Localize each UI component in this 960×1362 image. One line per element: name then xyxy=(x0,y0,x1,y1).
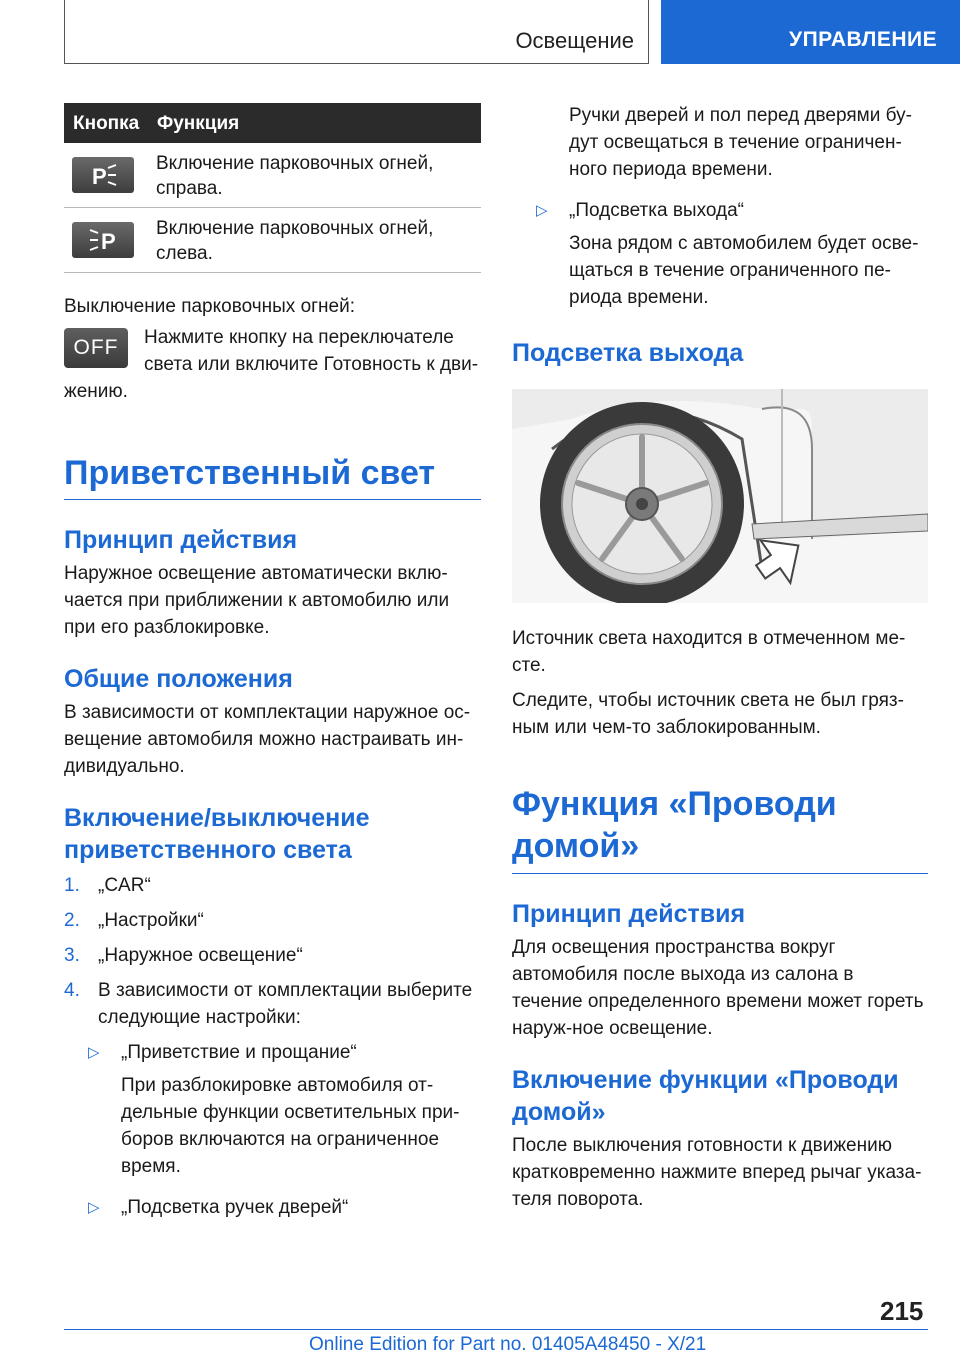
list-item: 4. В зависимости от комплектации выберите следующие настройки: xyxy=(64,980,473,1028)
wheel-illustration xyxy=(512,389,928,603)
steps-list xyxy=(64,872,481,1031)
parking-light-right-icon xyxy=(72,157,134,193)
bullet-triangle-icon: ▷ xyxy=(88,1199,100,1216)
list-item: 3. „Наружное освещение“ xyxy=(64,945,303,966)
exit-light-text2: Следите, чтобы источник света не был гряз-ным или чем-то заблокированным. xyxy=(512,690,904,738)
off-button-icon: OFF xyxy=(64,328,128,368)
welcome-principle-title: Принцип действия xyxy=(64,526,298,554)
option-desc: При разблокировке автомобиля от-дельные функции осветительных при-боров включаются на ограниченное время. xyxy=(121,1075,460,1177)
follow-me-home-title: Функция «Проводи домой» xyxy=(512,783,928,874)
parking-off-block xyxy=(64,328,481,412)
parking-off-line1: Нажмите кнопку на переключателе xyxy=(144,327,454,348)
footer-edition: Online Edition for Part no. 01405A48450 - X/21 xyxy=(309,1334,707,1355)
table-row xyxy=(64,143,481,208)
parking-off-line3: жению. xyxy=(64,381,128,402)
follow-enable-text: После выключения готовности к движению кратковременно нажмите вперед рычаг указа-теля поворота. xyxy=(512,1135,922,1210)
welcome-toggle-title: Включение/выключение приветственного света xyxy=(64,804,370,864)
left-column xyxy=(64,103,481,1221)
follow-principle-text: Для освещения пространства вокруг автомобиля после выхода из салона в течение определенного времени может гореть наруж-ное освещение. xyxy=(512,937,924,1039)
option-item: ▷ „Подсветка выхода“ xyxy=(512,197,928,224)
list-item: 2. „Настройки“ xyxy=(64,910,204,931)
parking-off-label: Выключение парковочных огней: xyxy=(64,296,356,317)
table-col-function: Функция xyxy=(157,113,240,134)
page-number: 215 xyxy=(880,1296,924,1326)
svg-text:P: P xyxy=(92,164,107,189)
header-chapter-box xyxy=(661,0,960,64)
parking-off-line2: света или включите Готовность к дви- xyxy=(144,354,479,375)
table-col-button: Кнопка xyxy=(73,113,140,134)
welcome-principle-text: Наружное освещение автоматически вклю-чается при приближении к автомобилю или при его разблокировке. xyxy=(64,563,450,638)
table-row-function: Включение парковочных огней, слева. xyxy=(156,218,434,264)
header-chapter-title: УПРАВЛЕНИЕ xyxy=(789,28,938,51)
list-item: 1. „CAR“ xyxy=(64,875,151,896)
footer-divider xyxy=(64,1329,928,1330)
exit-light-title: Подсветка выхода xyxy=(512,339,744,367)
option-item: ▷ „Приветствие и прощание“ xyxy=(64,1039,481,1066)
welcome-general-text: В зависимости от комплектации наружное ос-вещение автомобиля можно настраивать ин-дивидуально. xyxy=(64,702,471,777)
follow-principle-title: Принцип действия xyxy=(512,900,746,928)
svg-text:P: P xyxy=(101,229,116,254)
table-row-function: Включение парковочных огней, справа. xyxy=(156,153,434,199)
option-desc: Ручки дверей и пол перед дверями бу-дут освещаться в течение ограничен-ного периода времени. xyxy=(569,105,912,180)
follow-enable-title: Включение функции «Проводи домой» xyxy=(512,1066,899,1126)
table-row xyxy=(64,208,481,273)
option-item: ▷ „Подсветка ручек дверей“ xyxy=(64,1194,481,1221)
welcome-general-title: Общие положения xyxy=(64,665,293,693)
header-section-title: Освещение xyxy=(515,28,634,53)
welcome-light-title: Приветственный свет xyxy=(64,454,481,500)
parking-light-left-icon xyxy=(72,222,134,258)
bullet-triangle-icon: ▷ xyxy=(88,1044,100,1061)
header-section-box xyxy=(64,0,649,64)
exit-light-text1: Источник света находится в отмеченном ме-сте. xyxy=(512,628,906,676)
bullet-triangle-icon: ▷ xyxy=(536,202,548,219)
table-header xyxy=(64,103,481,143)
right-column xyxy=(512,100,928,1213)
option-desc: Зона рядом с автомобилем будет осве-щаться в течение ограниченного пе-риода времени. xyxy=(569,233,919,308)
